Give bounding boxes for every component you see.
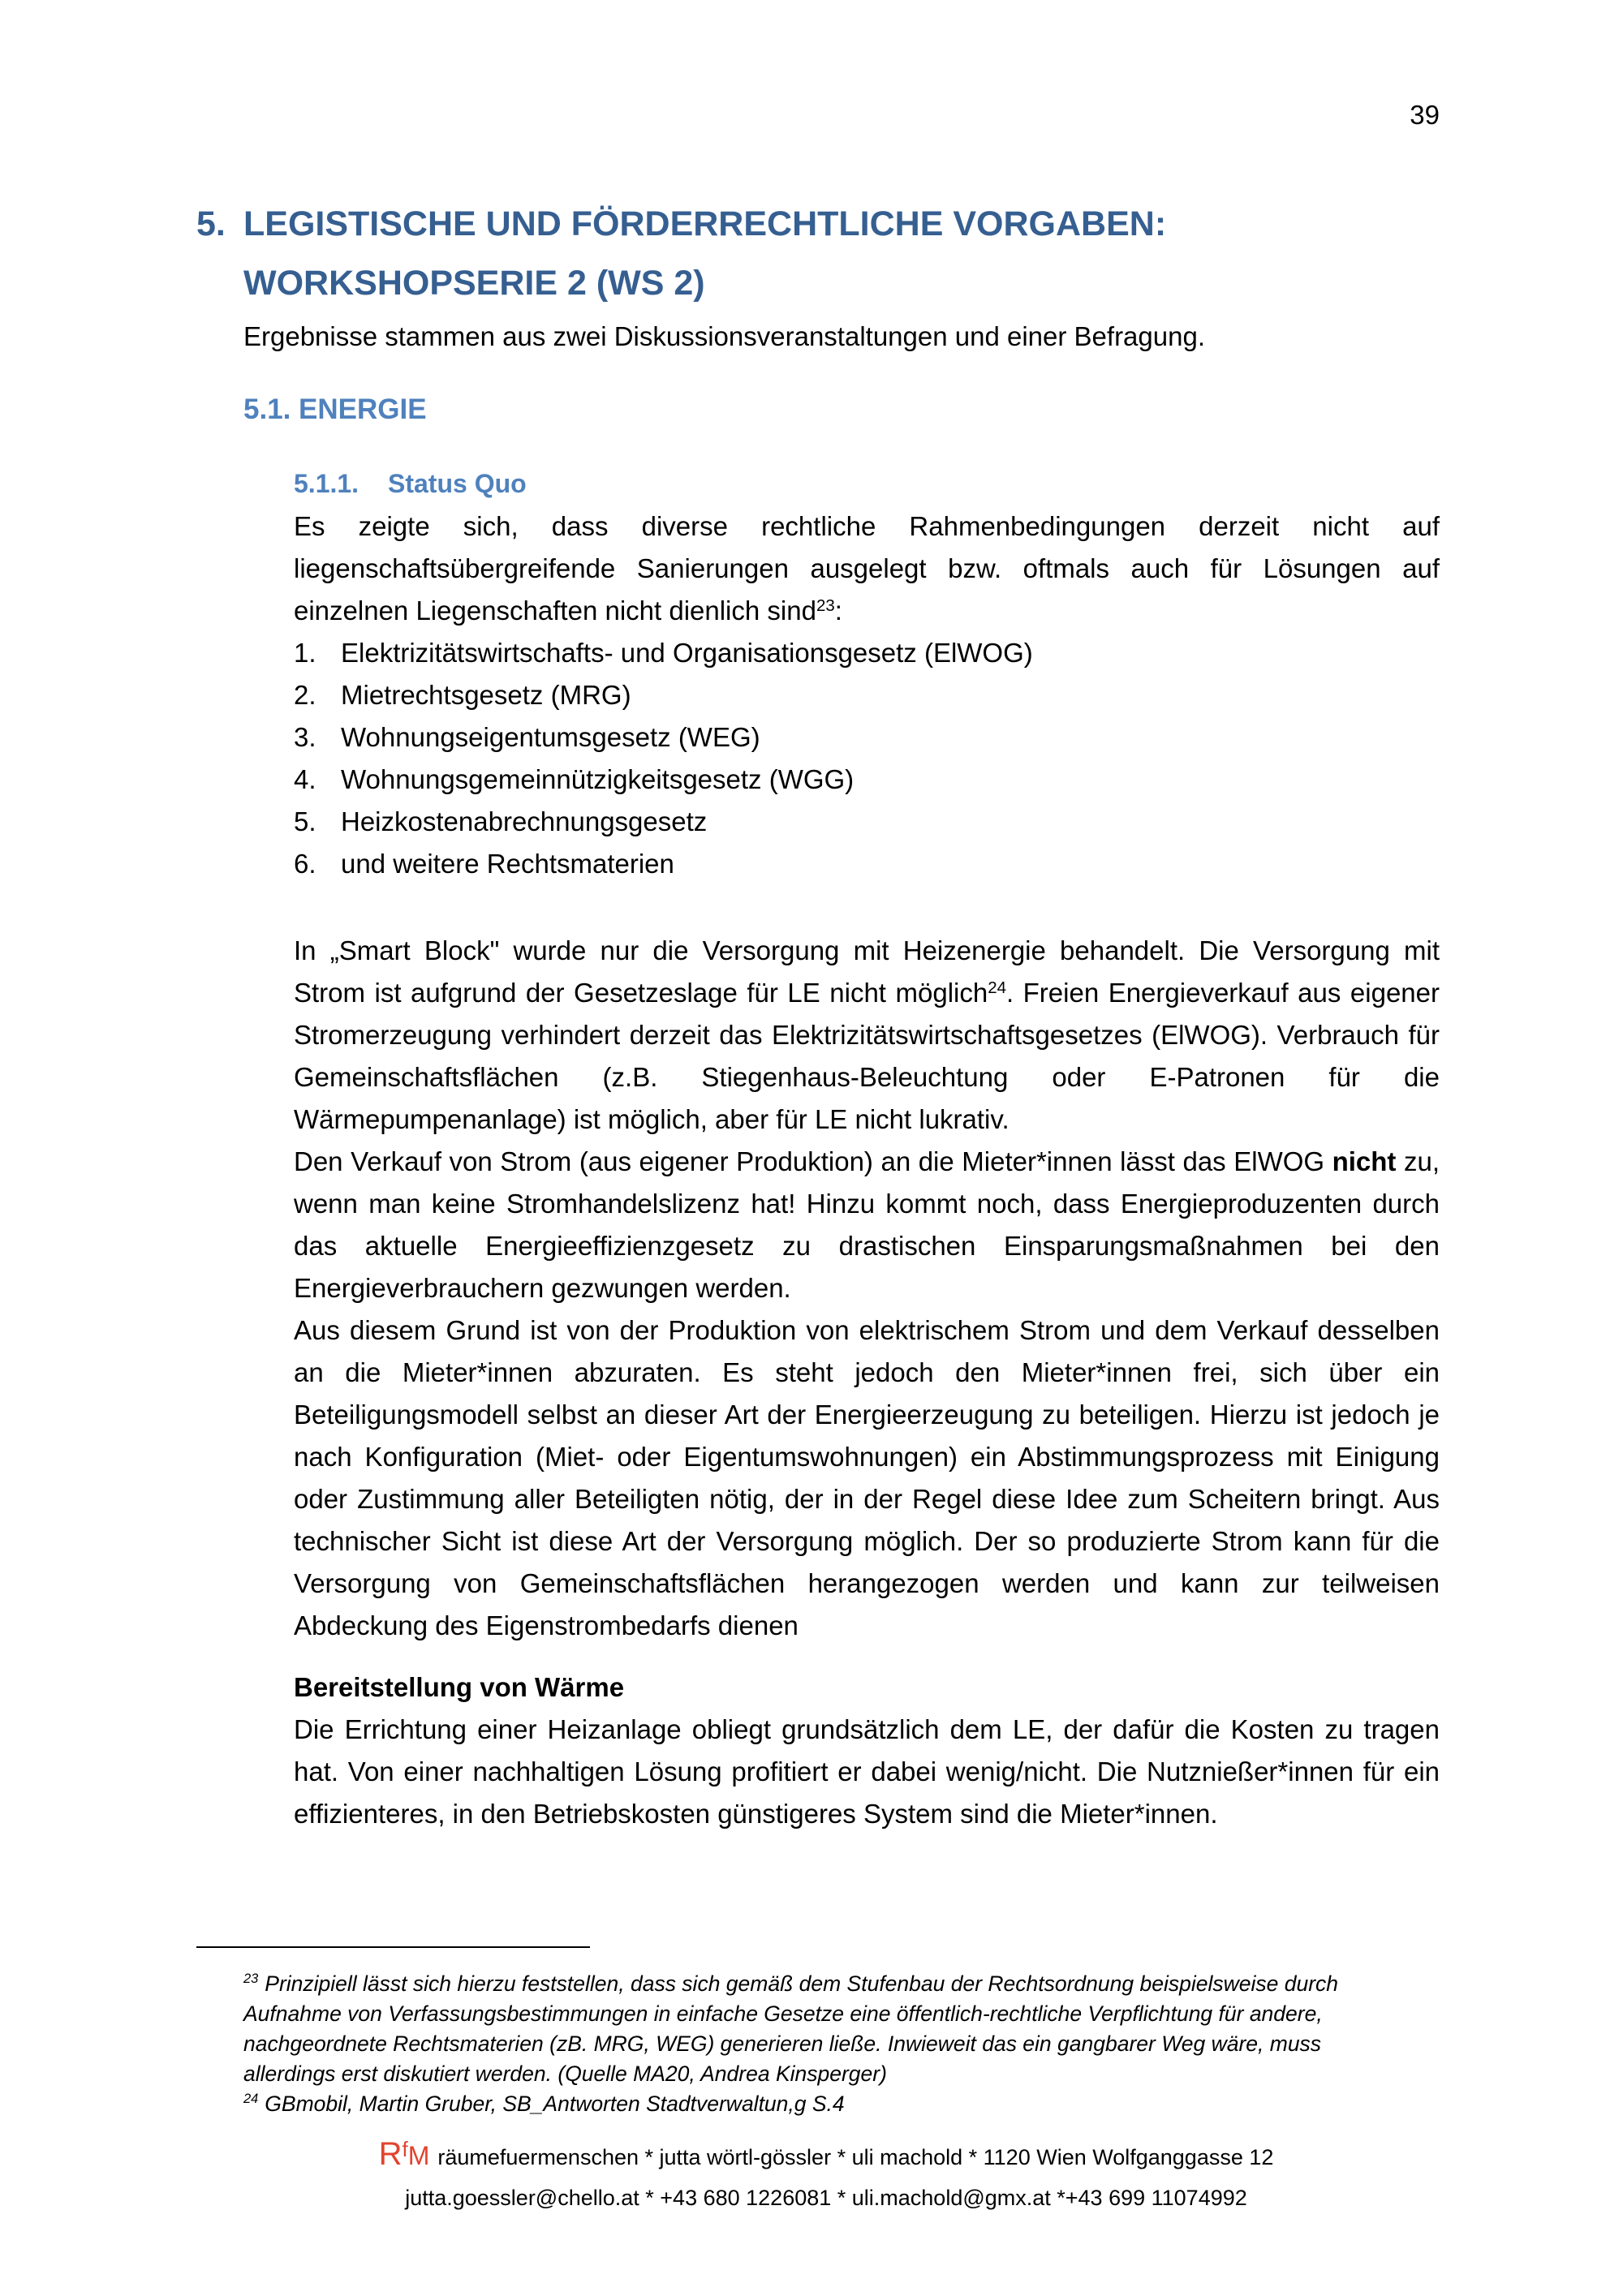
section-title-line-2: WORKSHOPSERIE 2 (WS 2) [243,264,705,303]
section-title-line-1: LEGISTISCHE UND FÖRDERRECHTLICHE VORGABEN: [243,204,1167,243]
footer-address: räumefuermenschen * jutta wörtl-gössler * uli machold * 1120 Wien Wolfganggasse 12 [437,2145,1274,2169]
paragraph-status-quo [294,505,1440,632]
logo-letter-m: M [407,2141,430,2170]
paragraph-text: Es zeigte sich, dass diverse rechtliche Rahmenbedingungen derzeit nicht auf liegenschaftsübergreifende Sanierungen ausgelegt bzw. oftmals auch für Lösungen auf einzelnen Liegenschaften nicht dienlich sind [294,511,1440,626]
footnote-separator [196,1946,590,1948]
subsubsection-number: 5.1.1. [294,469,359,498]
footnote-23 [243,1969,1412,2089]
footnote-24 [243,2089,1412,2119]
subsubsection-heading [294,462,1440,505]
footnote-ref-24: 24 [988,978,1006,997]
list-item [294,716,1440,759]
list-item-text: Wohnungseigentumsgesetz (WEG) [341,722,760,752]
list-item-number: 5. [294,806,316,836]
footnotes [243,1969,1412,2119]
paragraph-text: In „Smart Block" wurde nur die Versorgung mit Heizenergie behandelt. Die Versorgung mit Strom ist aufgrund der Gesetzeslage für LE nicht möglich [294,935,1440,1008]
footnote-number: 23 [243,1971,259,1987]
paragraph-tail: : [834,595,842,626]
list-item-number: 1. [294,638,316,668]
list-item-number: 6. [294,849,316,879]
paragraph-text: . Freien Energieverkauf aus eigener Stromerzeugung verhindert derzeit das Elektrizitätswirtschaftsgesetzes (ElWOG). Verbrauch für Gemeinschaftsflächen (z.B. Stiegenhaus-Beleuchtung oder E-Patronen für die Wärmepumpenanlage) ist möglich, aber für LE nicht lukrativ. [294,978,1440,1134]
paragraph-heat-supply: Die Errichtung einer Heizanlage obliegt grundsätzlich dem LE, der dafür die Kosten zu tragen hat. Von einer nachhaltigen Lösung profitiert er dabei wenig/nicht. Die Nutznießer*innen für ein effizienteres, in den Betriebskosten günstigeres System sind die Mieter*innen. [294,1714,1440,1829]
list-item-number: 4. [294,764,316,794]
paragraph-conclusion: Aus diesem Grund ist von der Produktion von elektrischem Strom und dem Verkauf desselben an die Mieter*innen abzuraten. Es steht jedoch den Mieter*innen frei, sich über ein Beteiligungsmodell selbst an dieser Art der Energieerzeugung zu beteiligen. Hierzu ist jedoch je nach Konfiguration (Miet- oder Eigentumswohnungen) ein Abstimmungsprozess mit Einigung oder Zustimmung aller Beteiligten nötig, der in der Regel diese Idee zum Scheitern bringt. Aus technischer Sicht ist diese Art der Versorgung möglich. Der so produzierte Strom kann für die Versorgung von Gemeinschaftsflächen herangezogen werden und kann zur teilweisen Abdeckung des Eigenstrombedarfs dienen [294,1315,1440,1640]
page-footer [196,2134,1456,2218]
logo-letter-f: f [402,2137,408,2161]
subsubsection-title: Status Quo [388,469,527,498]
paragraph-electricity-sale [294,1141,1440,1309]
list-item [294,759,1440,801]
list-item [294,632,1440,674]
emphasis-nicht: nicht [1332,1146,1397,1176]
footnote-ref-23: 23 [816,595,835,615]
section-intro: Ergebnisse stammen aus zwei Diskussionsveranstaltungen und einer Befragung. [243,321,1205,351]
rfm-logo [378,2136,430,2172]
list-item-text: Heizkostenabrechnungsgesetz [341,806,708,836]
logo-letter-r: R [378,2136,403,2172]
paragraph-text: Den Verkauf von Strom (aus eigener Produktion) an die Mieter*innen lässt das ElWOG [294,1146,1332,1176]
section-heading [196,195,1440,313]
subsection-title: ENERGIE [299,393,427,425]
list-item-number: 2. [294,680,316,710]
section-title [243,195,1166,313]
section-number: 5. [196,204,226,243]
law-list [294,632,1440,885]
subsection-number: 5.1. [243,393,291,425]
list-item-text: und weitere Rechtsmaterien [341,849,674,879]
list-item [294,801,1440,843]
list-item-number: 3. [294,722,316,752]
subsection-heading [243,389,1440,431]
heat-supply-heading: Bereitstellung von Wärme [294,1672,625,1702]
footer-line-1 [196,2134,1456,2178]
paragraph-smart-block [294,930,1440,1141]
list-item-text: Elektrizitätswirtschafts- und Organisationsgesetz (ElWOG) [341,638,1033,668]
main-content [196,195,1440,1835]
footnote-text: Prinzipiell lässt sich hierzu feststellen, dass sich gemäß dem Stufenbau der Rechtsordnung beispielsweise durch Aufnahme von Verfassungsbestimmungen in einfache Gesetze eine öffentlich-rechtliche Verpflichtung für andere, nachgeordnete Rechtsmaterien (zB. MRG, WEG) generieren ließe. Inwieweit das ein gangbarer Weg wäre, muss allerdings erst diskutiert werden. (Quelle MA20, Andrea Kinsperger) [243,1971,1339,2086]
footer-contact: jutta.goessler@chello.at * +43 680 1226081 * uli.machold@gmx.at *+43 699 11074992 [405,2186,1247,2210]
body-text [294,505,1440,1835]
paragraph-text: zu, wenn man keine Stromhandelslizenz hat! Hinzu kommt noch, dass Energieproduzenten durch das aktuelle Energieeffizienzgesetz zu drastischen Einsparungsmaßnahmen bei den Energieverbrauchern gezwungen werden. [294,1146,1440,1303]
page-number: 39 [1410,100,1440,130]
list-item-text: Wohnungsgemeinnützigkeitsgesetz (WGG) [341,764,855,794]
footnote-number: 24 [243,2092,259,2107]
list-item [294,843,1440,885]
footnote-text: GBmobil, Martin Gruber, SB_Antworten Stadtverwaltun,g S.4 [265,2092,845,2116]
list-item [294,674,1440,716]
list-item-text: Mietrechtsgesetz (MRG) [341,680,631,710]
